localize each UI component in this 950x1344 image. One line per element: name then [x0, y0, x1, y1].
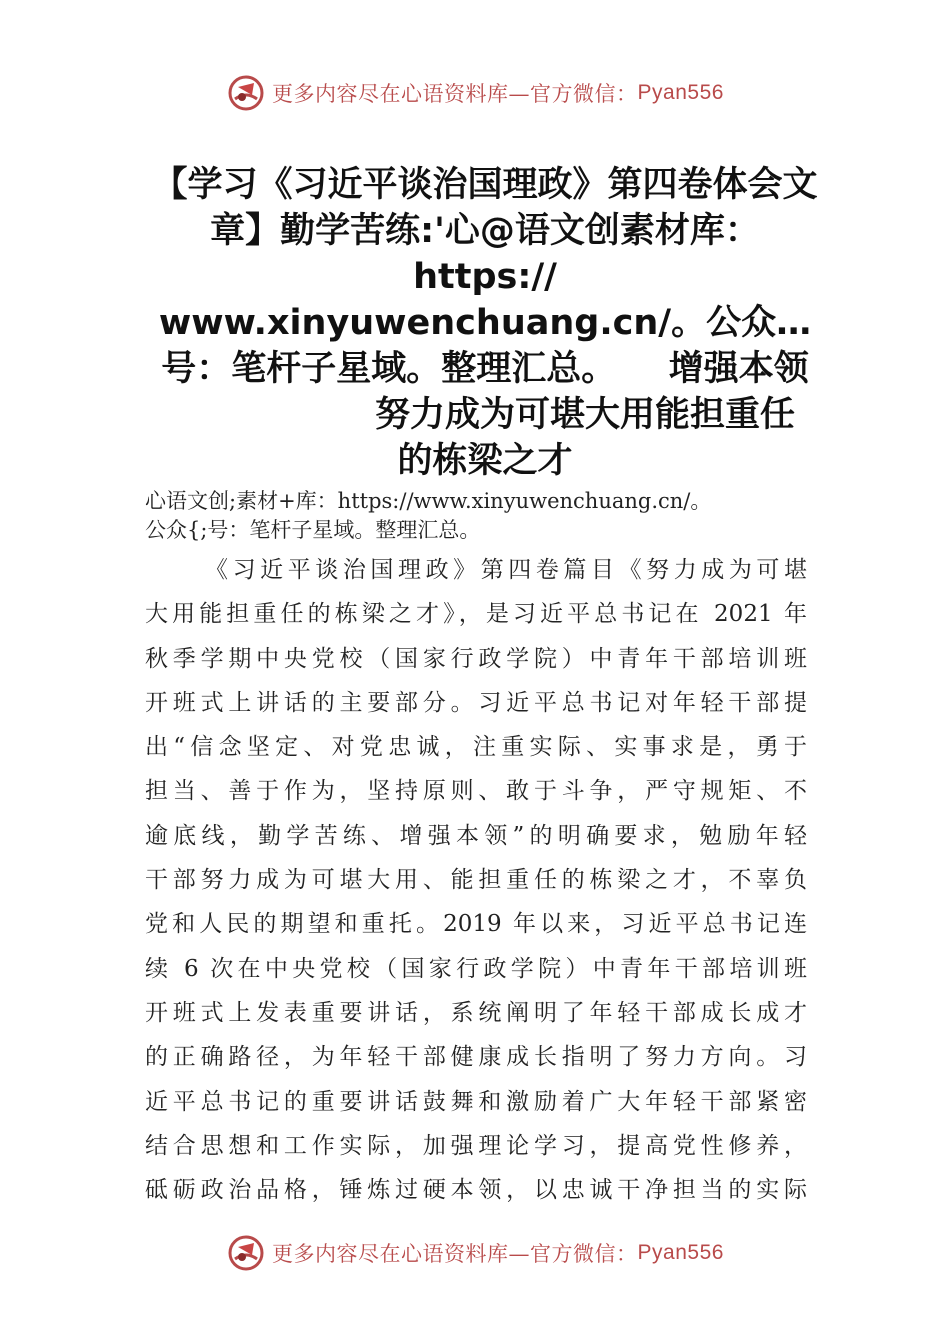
- body-line: 开班式上讲话的主要部分。习近平总书记对年轻干部提: [145, 689, 807, 716]
- book-logo-icon: [226, 73, 266, 113]
- title-line: 【学习《习近平谈治国理政》第四卷体会文: [152, 165, 818, 205]
- body-line: 干部努力成为可堪大用、能担重任的栋梁之才，不辜负: [145, 867, 807, 894]
- title-line: www.xinyuwenchuang.cn/。公众…: [158, 303, 812, 343]
- title-line: 努力成为可堪大用能担重任: [374, 395, 795, 435]
- body-line: 近平总书记的重要讲话鼓舞和激励着广大年轻干部紧密: [145, 1088, 807, 1115]
- title-line: 号：笔杆子星域。整理汇总。 增强本领: [161, 349, 809, 389]
- body-line: 《习近平谈治国理政》第四卷篇目《努力成为可堪: [205, 557, 807, 583]
- body-line: 的正确路径，为年轻干部健康成长指明了努力方向。习: [145, 1044, 807, 1071]
- source-note: [145, 487, 825, 545]
- body-line: 党和人民的期望和重托。2019 年以来，习近平总书记连: [145, 911, 807, 938]
- banner-text: 更多内容尽在心语资料库—官方微信：: [272, 82, 638, 106]
- body-line: 大用能担重任的栋梁之才》，是习近平总书记在 2021 年: [145, 601, 807, 628]
- banner-wechat-id: Pyan556: [637, 81, 724, 104]
- title-line: 章】勤学苦练:'心@语文创素材库：: [210, 211, 760, 251]
- body-line: 砥砺政治品格，锤炼过硬本领，以忠诚干净担当的实际: [145, 1177, 807, 1204]
- note-line: 公众{;号：笔杆子星域。整理汇总。: [145, 518, 481, 542]
- title-line: 的栋梁之才: [397, 441, 573, 481]
- footer-banner: [0, 1228, 950, 1278]
- document-title: [140, 162, 830, 484]
- book-logo-icon: [226, 1233, 266, 1273]
- body-line: 开班式上发表重要讲话，系统阐明了年轻干部成长成才: [145, 999, 807, 1026]
- header-banner: [0, 68, 950, 118]
- body-line: 逾底线，勤学苦练、增强本领”的明确要求，勉励年轻: [145, 822, 807, 849]
- body-paragraph: [145, 548, 807, 1212]
- body-line: 结合思想和工作实际，加强理论学习，提高党性修养，: [145, 1132, 807, 1159]
- body-line: 出“信念坚定、对党忠诚，注重实际、实事求是，勇于: [145, 734, 807, 761]
- body-line: 担当、善于作为，坚持原则、敢于斗争，严守规矩、不: [145, 778, 807, 805]
- title-line: https://: [413, 257, 557, 297]
- banner-wechat-id: Pyan556: [637, 1241, 724, 1264]
- banner-text: 更多内容尽在心语资料库—官方微信：: [272, 1242, 638, 1266]
- body-line: 续 6 次在中央党校（国家行政学院）中青年干部培训班: [145, 955, 807, 982]
- note-line: 心语文创;素材+库：https://www.xinyuwenchuang.cn/。: [145, 489, 712, 513]
- body-line: 秋季学期中央党校（国家行政学院）中青年干部培训班: [145, 645, 807, 672]
